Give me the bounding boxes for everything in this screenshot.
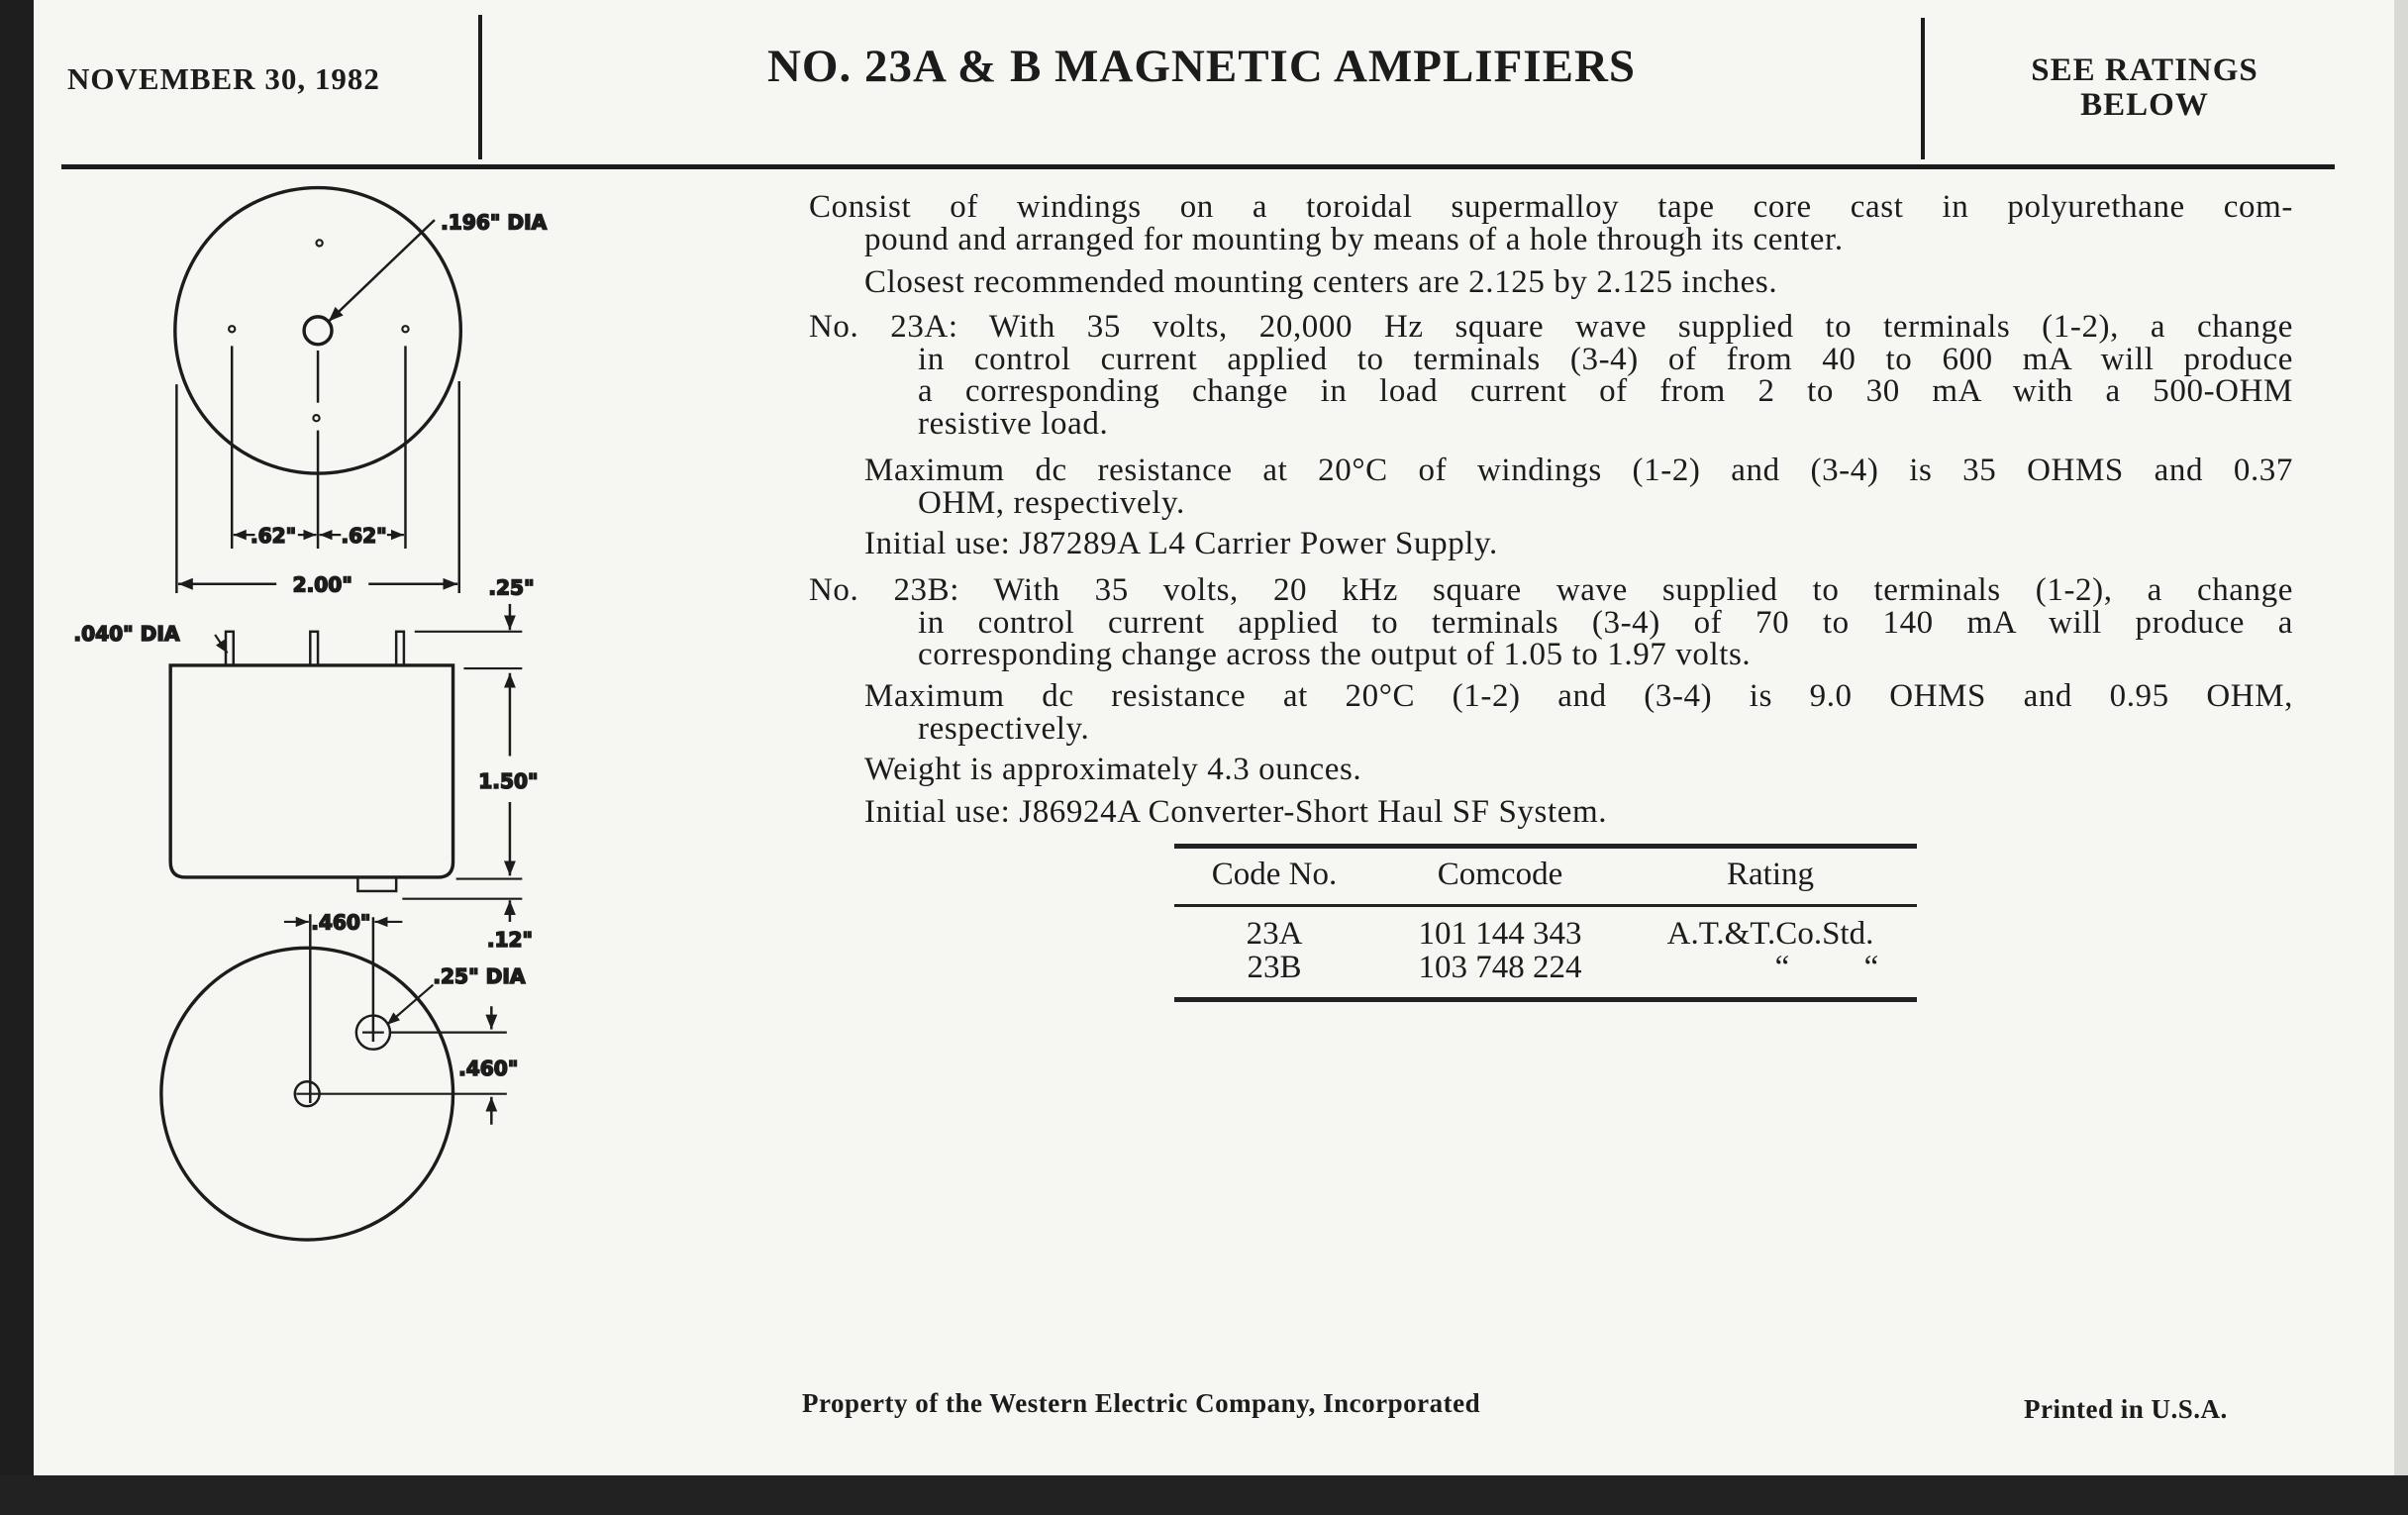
body-outline [170,665,452,877]
label-spacing-left: .62" [250,523,297,548]
label-stub-height: .12" [486,927,534,952]
23b-paragraph [809,574,2293,671]
text-line: a corresponding change in load current of from 2 to 30 mA with a 500-OHM [918,373,2293,409]
table-header: Comcode [1437,857,1563,892]
text-line: No. 23A: With 35 volts, 20,000 Hz square wave supplied to terminals (1-2), a change [809,309,2293,345]
weight-paragraph [864,754,2293,786]
label-pin-height: .25" [488,575,535,600]
description-paragraph [809,191,2293,255]
terminal-dot [229,326,235,332]
center-hole-leader [329,220,435,321]
text-line: Initial use: J87289A L4 Carrier Power Supply. [864,526,1498,561]
23a-paragraph [809,311,2293,440]
ratings-note-line: BELOW [2080,87,2209,123]
text-line: resistive load. [918,405,1109,442]
comcode-cell: 101 144 343 [1418,916,1582,952]
label-body-height: 1.50" [478,769,539,794]
label-spacing-right: .62" [341,523,387,548]
label-pin-dia: .040" DIA [73,622,180,647]
mounting-paragraph [864,266,2293,299]
table-rule-header [1174,904,1917,907]
23a-resistance-paragraph [864,454,2293,519]
text-line: in control current applied to terminals (3-4) of 70 to 140 mA will produce a [918,604,2293,641]
comcode-cell: 103 748 224 [1418,950,1582,985]
table-rule-bottom [1174,997,1917,1002]
text-line: Maximum dc resistance at 20°C (1-2) and (3-4) is 9.0 OHMS and 0.95 OHM, [864,678,2293,714]
table-rule-top [1174,844,1917,849]
side-view [170,604,522,922]
table-header: Code No. [1211,857,1338,892]
text-line: Consist of windings on a toroidal supermalloy tape core cast in polyurethane com- [809,189,2293,225]
text-line: in control current applied to terminals (3-4) of from 40 to 600 mA will produce [918,341,2293,377]
date: NOVEMBER 30, 1982 [67,61,380,96]
ditto-mark: “ [1774,950,1790,985]
code-cell: 23A [1246,916,1303,952]
23b-resistance-paragraph [864,680,2293,745]
center-hole [304,317,332,345]
label-diameter: 2.00" [292,572,352,597]
23a-initial-use [864,528,2293,560]
text-line: No. 23B: With 35 volts, 20 kHz square wave supplied to terminals (1-2), a change [809,572,2293,608]
label-offset-x: .460" [311,910,371,935]
ditto-mark: “ [1863,950,1879,985]
property-notice: Property of the Western Electric Company, Incorporated [802,1388,1481,1418]
code-cell: 23B [1247,950,1302,985]
pin [396,632,404,665]
text-line: Weight is approximately 4.3 ounces. [864,752,1362,787]
23b-initial-use [864,796,2293,829]
label-mount-hole: .25" DIA [433,964,526,988]
table-header: Rating [1727,857,1814,892]
label-center-hole: .196" DIA [441,210,548,235]
terminal-dot [317,240,323,246]
terminal-dot [313,415,319,421]
bottom-view [161,914,507,1240]
ratings-note-line: SEE RATINGS [2031,52,2258,88]
text-line: Closest recommended mounting centers are 2.125 by 2.125 inches. [864,264,1778,300]
pin [226,632,234,665]
text-line: Maximum dc resistance at 20°C of windings (1-2) and (3-4) is 35 OHMS and 0.37 [864,453,2293,488]
text-line: Initial use: J86924A Converter-Short Haul SF System. [864,794,1608,830]
label-offset-y: .460" [458,1057,519,1081]
terminal-dot [402,326,408,332]
top-view [175,188,460,593]
pin [310,632,318,665]
text-line: corresponding change across the output of 1.05 to 1.97 volts. [918,637,1752,672]
rating-cell: A.T.&T.Co.Std. [1666,916,1874,952]
text-line: pound and arranged for mounting by means of a hole through its center. [864,221,1844,257]
printed-notice: Printed in U.S.A. [2024,1394,2228,1424]
text-line: respectively. [918,710,1090,747]
page-title: NO. 23A & B MAGNETIC AMPLIFIERS [766,41,1637,92]
mounting-stub [357,877,396,891]
text-line: OHM, respectively. [918,484,1185,521]
